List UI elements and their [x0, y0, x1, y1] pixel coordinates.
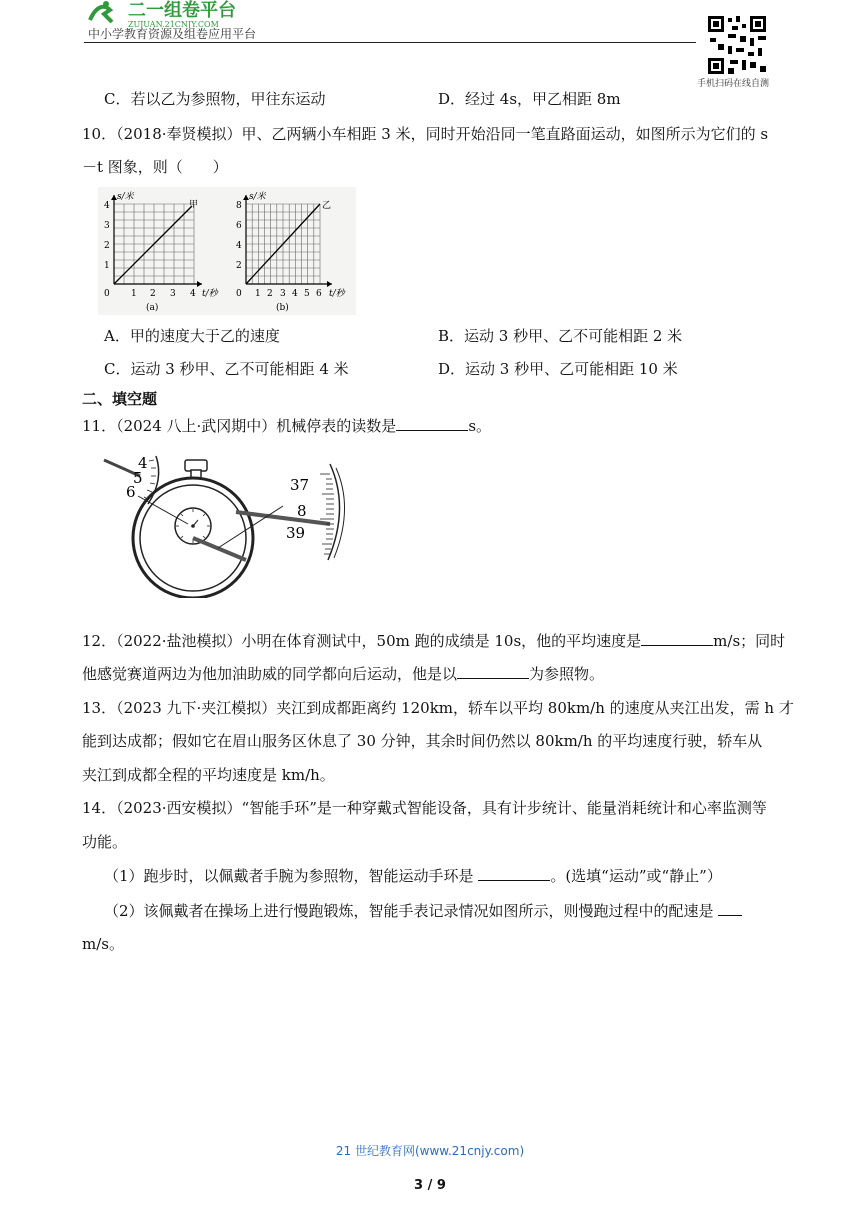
q11-stem-text: 11．（2024 八上·武冈期中）机械停表的读数是	[82, 417, 397, 435]
q9-option-d: D．经过 4s，甲乙相距 8m	[438, 90, 621, 108]
q14-part2-blank[interactable]	[718, 901, 742, 916]
small-dial-6: 6	[126, 483, 136, 501]
graph-b-xtick-1: 1	[255, 289, 261, 299]
q12-text-3: 他感觉赛道两边为他加油助威的同学都向后运动，他是以	[82, 665, 458, 683]
q10-option-d: D．运动 3 秒甲、乙可能相距 10 米	[438, 360, 678, 378]
q14-part1	[104, 866, 722, 886]
graph-b-xtick-3: 3	[280, 289, 286, 299]
footer-link[interactable]: 21 世纪教育网(www.21cnjy.com)	[335, 1144, 525, 1158]
page-number: 3 / 9	[414, 1178, 446, 1193]
q13-line2: 能到达成都；假如它在眉山服务区休息了 30 分钟，其余时间仍然以 80km/h 的平均速度行驶，轿车从	[82, 732, 763, 750]
q12-blank-speed[interactable]	[641, 631, 713, 646]
q10-st-graphs	[98, 187, 356, 315]
graph-b-ytick-4: 4	[236, 241, 242, 251]
section-title: 二、填空题	[82, 390, 158, 408]
q11-stem-unit: s。	[468, 417, 492, 435]
big-dial-39: 39	[286, 524, 306, 542]
q12-text-2: m/s；同时	[713, 632, 786, 650]
q9-option-c: C．若以乙为参照物，甲往东运动	[104, 90, 326, 108]
q10-option-b: B．运动 3 秒甲、乙不可能相距 2 米	[438, 327, 683, 345]
q14-part2-unit: m/s。	[82, 935, 124, 953]
graph-a-origin: 0	[104, 289, 110, 299]
q11-answer-blank[interactable]	[396, 416, 468, 431]
q10-option-a: A．甲的速度大于乙的速度	[104, 327, 280, 345]
graph-b-xtick-6: 6	[316, 289, 322, 299]
small-dial-5: 5	[133, 469, 143, 487]
q14-part2-text: （2）该佩戴者在操场上进行慢跑锻炼，智能手表记录情况如图所示，则慢跑过程中的配速是	[104, 902, 719, 920]
brand-url: ZUJUAN.21CNJY.COM	[128, 20, 219, 28]
graph-b-ytick-6: 6	[236, 221, 242, 231]
graph-b-xlabel: t/秒	[329, 289, 345, 299]
graph-a-xtick-1: 1	[131, 289, 137, 299]
graph-b-series-label: 乙	[322, 201, 332, 211]
graph-b-caption: (b)	[276, 303, 289, 313]
graph-b-ytick-8: 8	[236, 201, 242, 211]
qr-code-icon[interactable]	[706, 14, 768, 76]
graph-a-xlabel: t/秒	[202, 289, 218, 299]
site-logo	[84, 0, 284, 28]
big-dial-8: 8	[297, 502, 307, 520]
q12-line1	[82, 631, 785, 651]
graph-a-series-label: 甲	[189, 200, 199, 210]
graph-a-xtick-3: 3	[170, 289, 176, 299]
q14-part1-hint: 。(选填“运动”或“静止”）	[550, 867, 722, 885]
graph-b	[236, 191, 347, 313]
graph-b-xtick-2: 2	[267, 289, 273, 299]
q10-stem-line2: －t 图象，则（ ）	[82, 158, 228, 176]
graph-b-xtick-5: 5	[304, 289, 310, 299]
q14-part1-blank[interactable]	[478, 866, 550, 881]
graph-a-xtick-4: 4	[190, 289, 196, 299]
graph-a-ylabel: s/米	[117, 192, 134, 202]
q10-stem-line1: 10．（2018·奉贤模拟）甲、乙两辆小车相距 3 米，同时开始沿同一笔直路面运动，如图所示为它们的 s	[82, 125, 769, 143]
qr-caption: 手机扫码在线自测	[697, 79, 770, 89]
header-divider	[84, 42, 696, 43]
graph-b-xtick-4: 4	[292, 289, 298, 299]
graph-b-ytick-2: 2	[236, 261, 242, 271]
q10-option-c: C．运动 3 秒甲、乙不可能相距 4 米	[104, 360, 349, 378]
q11-stem	[82, 416, 491, 436]
graph-b-origin: 0	[236, 289, 242, 299]
graph-a-ytick-3: 3	[104, 221, 110, 231]
brand-name: 二一组卷平台	[128, 0, 236, 21]
q13-line3: 夹江到成都全程的平均速度是 km/h。	[82, 766, 335, 784]
q14-part2	[104, 901, 742, 921]
graph-a	[104, 191, 220, 313]
q12-text-1: 12．（2022·盐池模拟）小明在体育测试中，50m 跑的成绩是 10s，他的平均速度是	[82, 632, 642, 650]
small-dial-4: 4	[138, 454, 148, 472]
q12-text-4: 为参照物。	[529, 665, 605, 683]
graph-a-ytick-2: 2	[104, 241, 110, 251]
q13-line1: 13．（2023 九下·夹江模拟）夹江到成都距离约 120km，轿车以平均 80km/h 的速度从夹江出发，需 h 才	[82, 699, 794, 717]
graph-b-ylabel: s/米	[249, 192, 266, 202]
header-subtitle: 中小学教育资源及组卷应用平台	[88, 27, 257, 41]
stopwatch-figure	[98, 448, 348, 598]
graph-a-ytick-1: 1	[104, 261, 110, 271]
q14-line2: 功能。	[82, 833, 128, 851]
graph-a-ytick-4: 4	[104, 201, 110, 211]
q12-line2	[82, 664, 604, 684]
graph-a-xtick-2: 2	[150, 289, 156, 299]
q12-blank-reference[interactable]	[457, 664, 529, 679]
graph-a-caption: (a)	[146, 303, 159, 313]
q14-line1: 14．（2023·西安模拟）“智能手环”是一种穿戴式智能设备，具有计步统计、能量消耗统计和心率监测等	[82, 799, 767, 817]
big-dial-37: 37	[290, 476, 310, 494]
q14-part1-text: （1）跑步时，以佩戴者手腕为参照物，智能运动手环是	[104, 867, 479, 885]
